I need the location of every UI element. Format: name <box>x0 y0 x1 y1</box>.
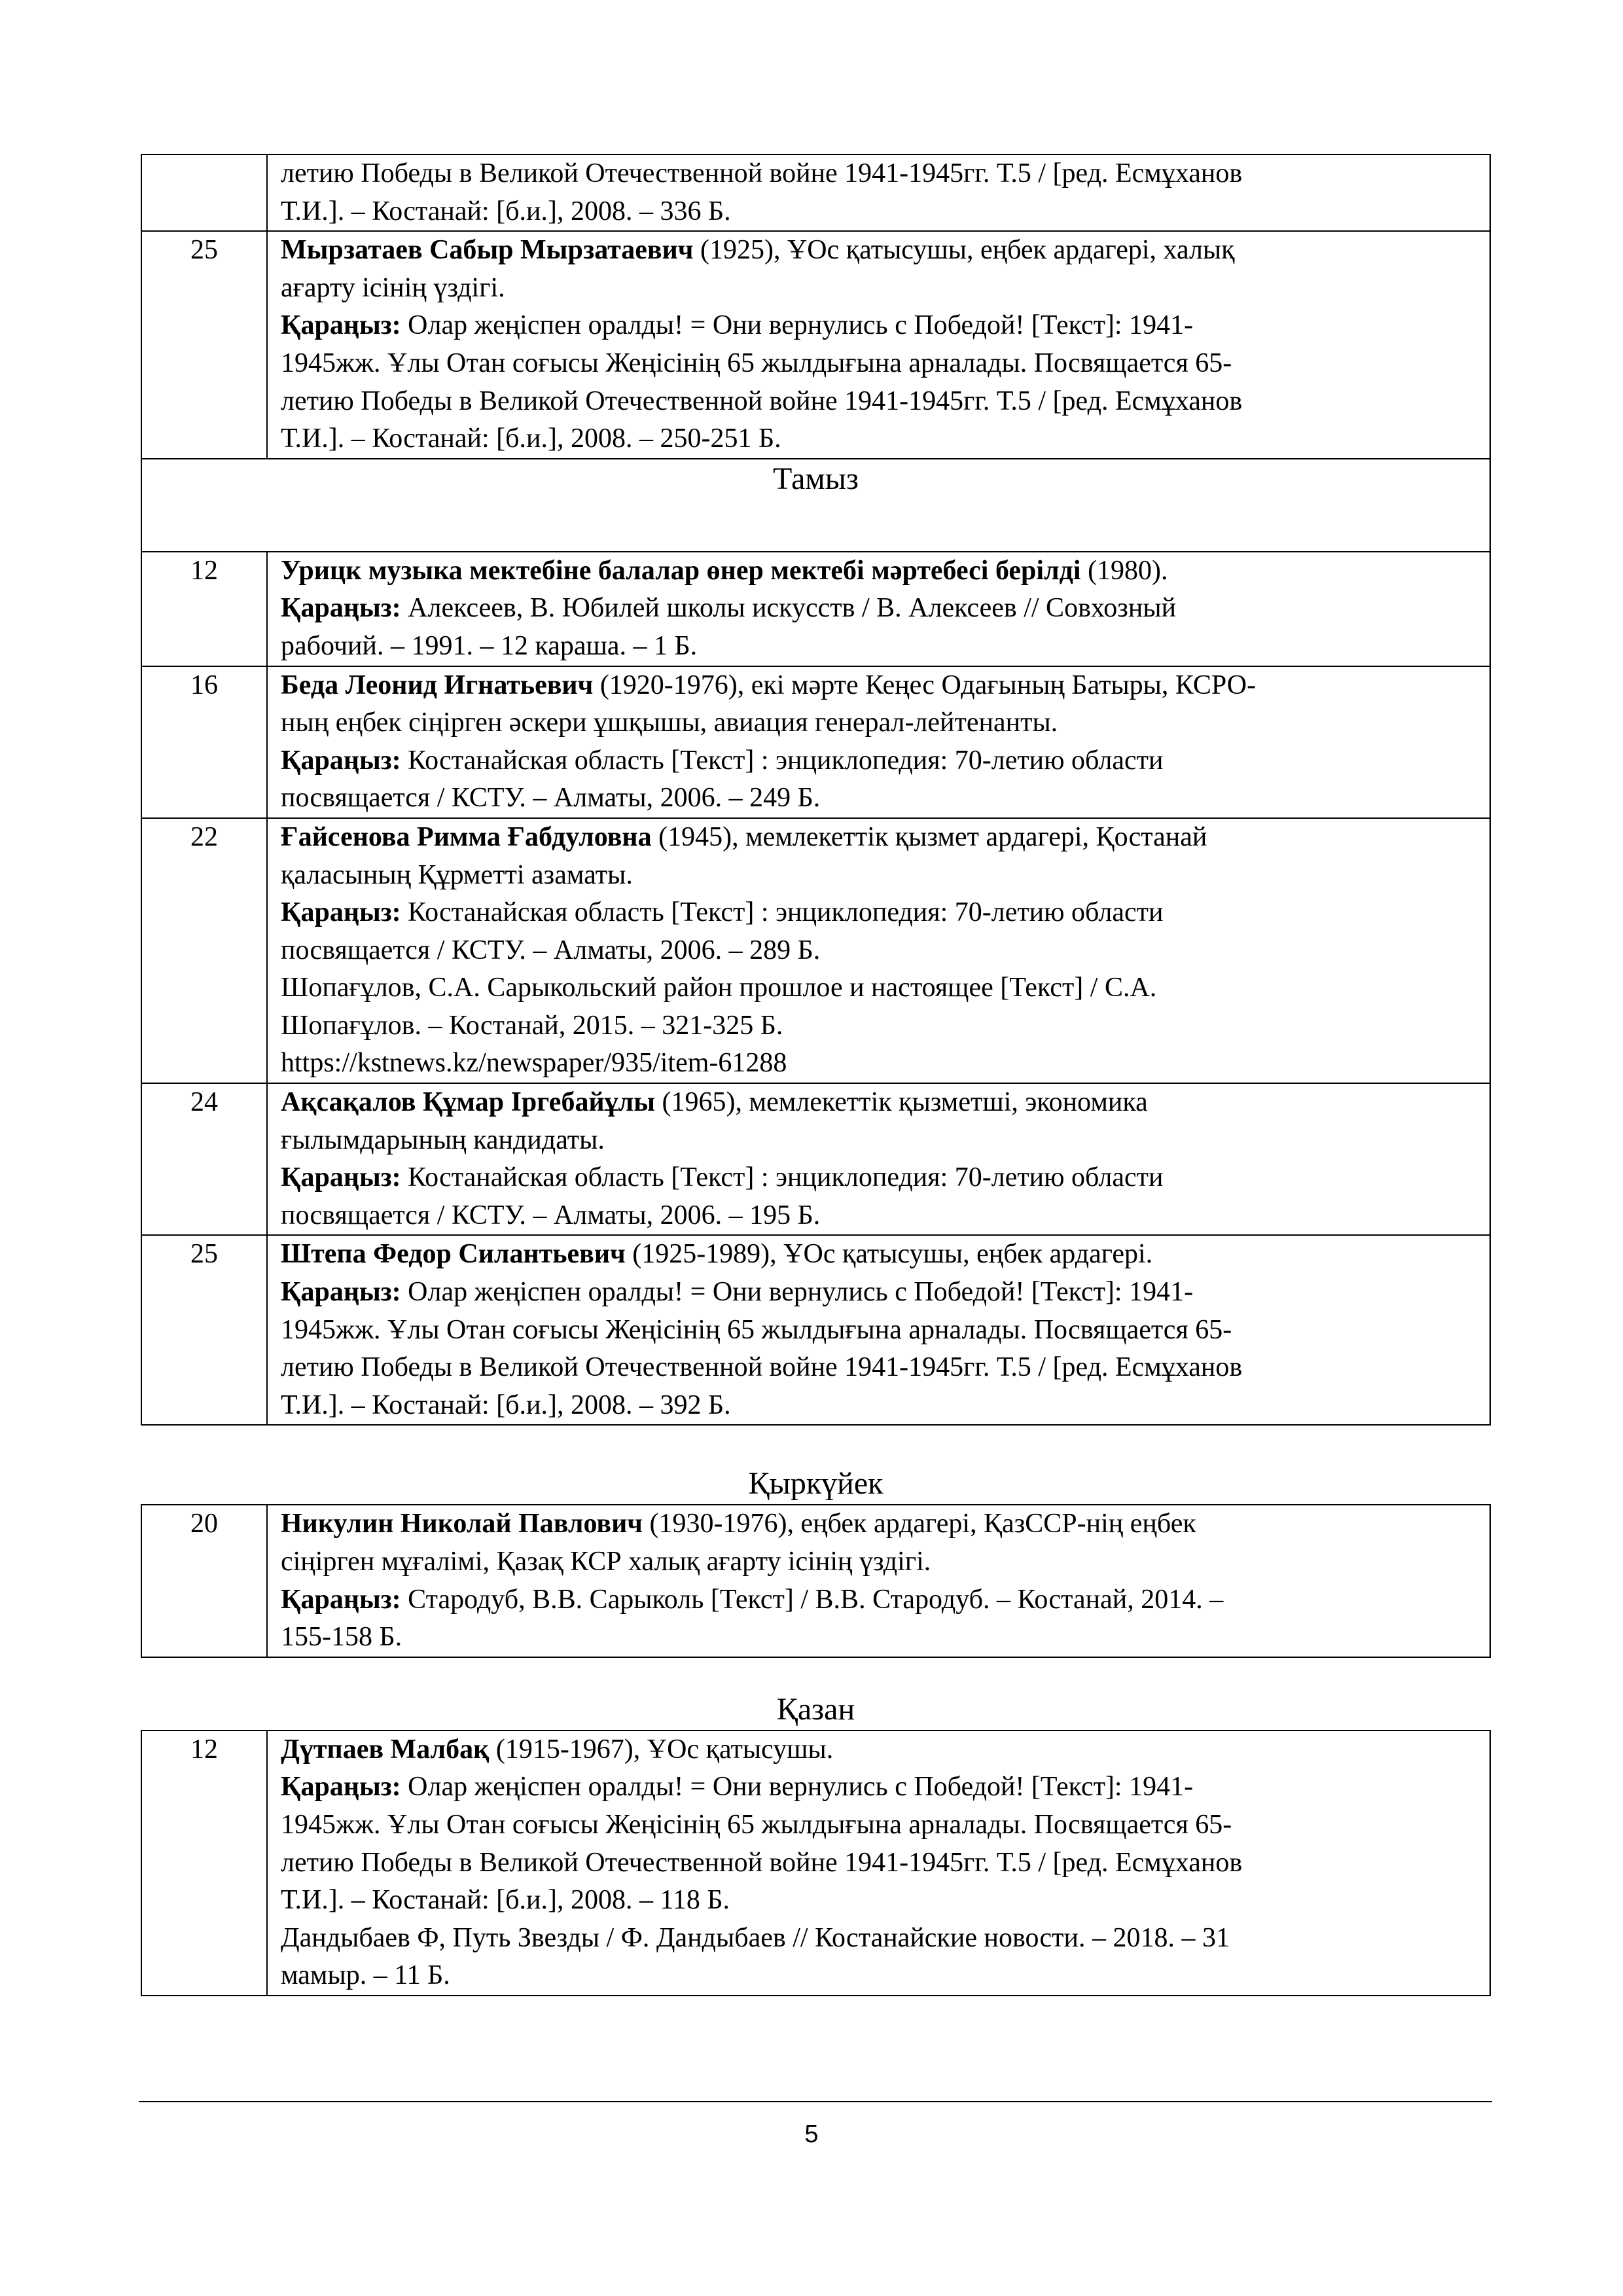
entry-text: мамыр. – 11 Б. <box>281 1960 450 1991</box>
entry-line <box>281 742 1478 780</box>
calendar-table-september <box>141 1504 1491 1657</box>
calendar-table-october <box>141 1730 1491 1996</box>
month-row <box>141 459 1490 552</box>
entry-text: (1915-1967), ҰОс қатысушы. <box>489 1734 834 1765</box>
entry-text: Олар жеңіспен оралды! = Они вернулись с Победой! [Текст]: 1941- <box>401 1277 1194 1308</box>
entry-line <box>281 1505 1478 1543</box>
entry-line <box>281 307 1478 345</box>
entry-line <box>281 1007 1478 1045</box>
entry-text: қаласының Құрметті азаматы. <box>281 859 633 890</box>
day-cell: 25 <box>141 231 267 459</box>
entry-text: Т.И.]. – Костанай: [б.и.], 2008. – 336 Б. <box>281 196 731 226</box>
entry-bold-text: Никулин Николай Павлович <box>281 1509 643 1539</box>
entry-cell <box>267 818 1490 1083</box>
entry-line <box>281 1920 1478 1958</box>
entry-bold-text: Ғайсенова Римма Ғабдуловна <box>281 821 652 852</box>
entry-text: Костанайская область [Текст] : энциклопедия: 70-летию области <box>401 1162 1164 1193</box>
entry-text: посвящается / КСТУ. – Алматы, 2006. – 195 Б. <box>281 1200 821 1230</box>
entry-text: (1945), мемлекеттік қызмет ардагері, Қостанай <box>651 821 1207 852</box>
entry-line <box>281 667 1478 705</box>
entry-text: посвящается / КСТУ. – Алматы, 2006. – 249 Б. <box>281 783 821 814</box>
entry-text: (1925), ҰОс қатысушы, еңбек ардагері, халық <box>693 235 1235 266</box>
entry-line <box>281 1768 1478 1806</box>
month-title-september: Қыркүйек <box>748 1466 883 1501</box>
entry-line <box>281 1084 1478 1122</box>
entry-line <box>281 1349 1478 1387</box>
page-number: 5 <box>804 2121 819 2148</box>
entry-line <box>281 383 1478 421</box>
table-row <box>141 1505 1490 1657</box>
table-row <box>141 666 1490 818</box>
entry-line <box>281 270 1478 308</box>
day-cell <box>141 154 267 231</box>
table-row <box>141 552 1490 666</box>
entry-text: Костанайская область [Текст] : энциклопедия: 70-летию области <box>401 897 1164 928</box>
entry-line <box>281 1619 1478 1657</box>
table-row <box>141 154 1490 231</box>
entry-line <box>281 1543 1478 1581</box>
month-cell <box>141 459 1490 552</box>
entry-line <box>281 1957 1478 1995</box>
day-cell: 24 <box>141 1083 267 1235</box>
table-body-october <box>141 1731 1490 1996</box>
entry-cell <box>267 1235 1490 1425</box>
entry-line <box>281 552 1478 590</box>
entry-line <box>281 155 1478 193</box>
table-body-september <box>141 1505 1490 1657</box>
entry-text: (1980). <box>1080 555 1168 586</box>
entry-text: летию Победы в Великой Отечественной войне 1941-1945гг. Т.5 / [ред. Есмұханов <box>281 1352 1243 1383</box>
footer-divider <box>139 2101 1492 2102</box>
entry-text: 1945жж. Ұлы Отан соғысы Жеңісінің 65 жылдығына арналады. Посвящается 65- <box>281 1314 1232 1345</box>
entry-text: (1930-1976), еңбек ардагері, ҚазССР-нің еңбек <box>643 1509 1196 1539</box>
table-row <box>141 1083 1490 1235</box>
entry-bold-text: Қараңыз: <box>281 1162 401 1193</box>
entry-bold-text: Қараңыз: <box>281 1277 401 1308</box>
entry-text: Шопағұлов, С.А. Сарыкольский район прошлое и настоящее [Текст] / С.А. <box>281 973 1157 1003</box>
entry-bold-text: Қараңыз: <box>281 310 401 341</box>
entry-text: Т.И.]. – Костанай: [б.и.], 2008. – 392 Б. <box>281 1390 731 1420</box>
entry-line <box>281 932 1478 970</box>
entry-bold-text: Дүтпаев Малбақ <box>281 1734 490 1765</box>
entry-bold-text: Қараңыз: <box>281 745 401 776</box>
entry-line <box>281 1806 1478 1844</box>
entry-line <box>281 1274 1478 1312</box>
entry-line <box>281 857 1478 895</box>
entry-line <box>281 1882 1478 1920</box>
entry-text: посвящается / КСТУ. – Алматы, 2006. – 289 Б. <box>281 935 821 965</box>
entry-text: Олар жеңіспен оралды! = Они вернулись с Победой! [Текст]: 1941- <box>401 1772 1194 1803</box>
entry-text: https://kstnews.kz/newspaper/935/item-61288 <box>281 1048 787 1079</box>
entry-text: Дандыбаев Ф, Путь Звезды / Ф. Дандыбаев // Костанайские новости. – 2018. – 31 <box>281 1922 1230 1953</box>
entry-text: ның еңбек сіңірген әскери ұшқышы, авиация генерал-лейтенанты. <box>281 708 1058 738</box>
entry-line <box>281 819 1478 857</box>
entry-cell <box>267 154 1490 231</box>
entry-text: 1945жж. Ұлы Отан соғысы Жеңісінің 65 жылдығына арналады. Посвящается 65- <box>281 348 1232 378</box>
entry-line <box>281 1122 1478 1160</box>
entry-text: Т.И.]. – Костанай: [б.и.], 2008. – 250-251 Б. <box>281 423 781 454</box>
month-title-october: Қазан <box>776 1691 855 1727</box>
entry-text: (1965), мемлекеттік қызметші, экономика <box>655 1087 1148 1118</box>
entry-line <box>281 1844 1478 1882</box>
entry-line <box>281 1312 1478 1350</box>
entry-cell <box>267 1731 1490 1996</box>
entry-text: 155-158 Б. <box>281 1622 402 1653</box>
entry-text: Олар жеңіспен оралды! = Они вернулись с Победой! [Текст]: 1941- <box>401 310 1194 341</box>
entry-line <box>281 420 1478 458</box>
entry-bold-text: Қараңыз: <box>281 1772 401 1803</box>
entry-line <box>281 590 1478 628</box>
day-cell: 25 <box>141 1235 267 1425</box>
entry-line <box>281 345 1478 383</box>
entry-line <box>281 1731 1478 1769</box>
entry-cell <box>267 1083 1490 1235</box>
entry-line <box>281 969 1478 1007</box>
entry-text: летию Победы в Великой Отечественной войне 1941-1945гг. Т.5 / [ред. Есмұханов <box>281 158 1243 188</box>
entry-line <box>281 1581 1478 1619</box>
entry-cell <box>267 666 1490 818</box>
entry-text: рабочий. – 1991. – 12 караша. – 1 Б. <box>281 630 698 661</box>
table-row <box>141 1235 1490 1425</box>
entry-text: 1945жж. Ұлы Отан соғысы Жеңісінің 65 жылдығына арналады. Посвящается 65- <box>281 1809 1232 1840</box>
entry-text: летию Победы в Великой Отечественной войне 1941-1945гг. Т.5 / [ред. Есмұханов <box>281 386 1243 416</box>
entry-line <box>281 1236 1478 1274</box>
entry-line <box>281 1159 1478 1197</box>
entry-line <box>281 1197 1478 1235</box>
table-body-august <box>141 552 1490 1426</box>
day-cell: 16 <box>141 666 267 818</box>
table-row <box>141 818 1490 1083</box>
entry-text: летию Победы в Великой Отечественной войне 1941-1945гг. Т.5 / [ред. Есмұханов <box>281 1847 1243 1878</box>
table-row <box>141 231 1490 459</box>
entry-bold-text: Ақсақалов Құмар Іргебайұлы <box>281 1087 656 1118</box>
entry-line <box>281 193 1478 231</box>
entry-text: Костанайская область [Текст] : энциклопедия: 70-летию области <box>401 745 1164 776</box>
entry-bold-text: Қараңыз: <box>281 593 401 624</box>
entry-cell <box>267 231 1490 459</box>
entry-bold-text: Штепа Федор Силантьевич <box>281 1239 626 1270</box>
entry-line <box>281 628 1478 666</box>
entry-text: Шопағұлов. – Костанай, 2015. – 321-325 Б. <box>281 1010 783 1041</box>
table-row <box>141 1731 1490 1996</box>
entry-line <box>281 232 1478 270</box>
entry-line <box>281 1045 1478 1083</box>
month-title-tamyz: Тамыз <box>772 461 859 496</box>
entry-text: (1920-1976), екі мәрте Кеңес Одағының Батыры, КСРО- <box>593 670 1257 700</box>
entry-bold-text: Беда Леонид Игнатьевич <box>281 670 594 700</box>
entry-bold-text: Мырзатаев Сабыр Мырзатаевич <box>281 235 694 266</box>
entry-bold-text: Қараңыз: <box>281 1584 401 1615</box>
entry-cell <box>267 552 1490 666</box>
day-cell: 12 <box>141 1731 267 1996</box>
entry-line <box>281 704 1478 742</box>
entry-bold-text: Урицк музыка мектебіне балалар өнер мектебі мәртебесі берілді <box>281 555 1081 586</box>
day-cell: 12 <box>141 552 267 666</box>
day-cell: 22 <box>141 818 267 1083</box>
month-header-row-group <box>141 459 1490 552</box>
entry-text: Алексеев, В. Юбилей школы искусств / В. Алексеев // Совхозный <box>401 593 1177 624</box>
entry-line <box>281 894 1478 932</box>
entry-text: ғылымдарының кандидаты. <box>281 1124 605 1155</box>
entry-text: ағарту ісінің үздігі. <box>281 272 505 303</box>
entry-text: Стародуб, В.В. Сарыколь [Текст] / В.В. Стародуб. – Костанай, 2014. – <box>401 1584 1224 1615</box>
entry-text: Т.И.]. – Костанай: [б.и.], 2008. – 118 Б. <box>281 1885 730 1916</box>
calendar-table-july-august <box>141 154 1491 1426</box>
entry-text: сіңірген мұғалімі, Қазақ КСР халық ағарту ісінің үздігі. <box>281 1547 931 1577</box>
table-body-continuation <box>141 154 1490 459</box>
entry-line <box>281 1387 1478 1425</box>
entry-cell <box>267 1505 1490 1657</box>
entry-line <box>281 780 1478 817</box>
entry-bold-text: Қараңыз: <box>281 897 401 928</box>
day-cell: 20 <box>141 1505 267 1657</box>
document-page <box>141 154 1491 1996</box>
entry-text: (1925-1989), ҰОс қатысушы, еңбек ардагері. <box>625 1239 1153 1270</box>
